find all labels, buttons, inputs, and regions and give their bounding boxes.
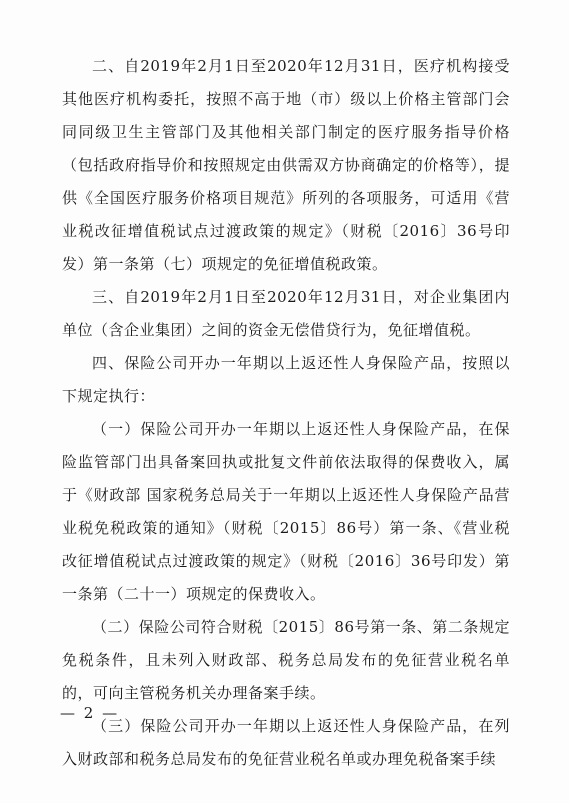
- paragraph-item-4-2: （二）保险公司符合财税〔2015〕86号第一条、第二条规定免税条件，且未列入财政部、税务总局发布的免征营业税名单的，可向主管税务机关办理备案手续。: [62, 618, 510, 702]
- paragraph-item-2: 二、自2019年2月1日至2020年12月31日，医疗机构接受其他医疗机构委托，按照不高于地（市）级以上价格主管部门会同同级卫生主管部门及其他相关部门制定的医疗服务指导价格（包括政府指导价和按照规定由供需双方协商确定的价格等），提供《全国医疗服务价格项目规范》所列的各项服务，可适用《营业税改征增值税试点过渡政策的规定》（财税〔2016〕36号印发）第一条第（七）项规定的免征增值税政策。: [62, 57, 510, 273]
- paragraph-item-4-1: （一）保险公司开办一年期以上返还性人身保险产品，在保险监管部门出具备案回执或批复文件前依法取得的保费收入，属于《财政部 国家税务总局关于一年期以上返还性人身保险产品营业税免税政策的通知》（财税〔2015〕86号）第一条、《营业税改征增值税试点过渡政策的规定》（财税〔2016〕36号印发）第一条第（二十一）项规定的保费收入。: [62, 420, 510, 603]
- document-body: [62, 50, 510, 776]
- paragraph-item-4-3: （三）保险公司开办一年期以上返还性人身保险产品，在列入财政部和税务总局发布的免征营业税名单或办理免税备案手续: [62, 717, 510, 768]
- paragraph-item-4: 四、保险公司开办一年期以上返还性人身保险产品，按照以下规定执行：: [62, 354, 510, 405]
- paragraph-item-3: 三、自2019年2月1日至2020年12月31日，对企业集团内单位（含企业集团）之间的资金无偿借贷行为，免征增值税。: [62, 288, 510, 339]
- page-number: — 2 —: [60, 704, 120, 722]
